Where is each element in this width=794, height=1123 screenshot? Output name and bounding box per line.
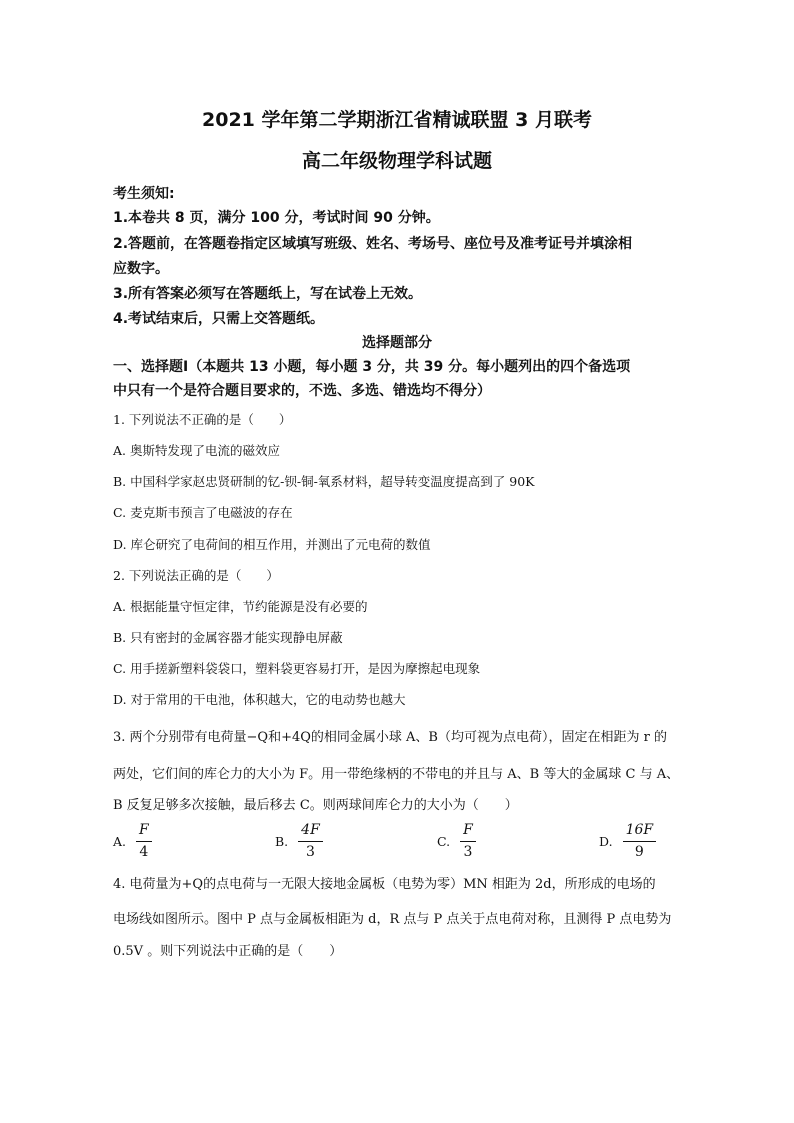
q3-option-d-numerator: 16F: [623, 822, 657, 842]
q3-option-c-fraction: [460, 822, 476, 861]
q3-option-d-letter: D.: [599, 833, 613, 849]
q3-option-b-denominator: 3: [306, 843, 315, 860]
q3-line-3: B 反复足够多次接触，最后移去 C。则两球间库仑力的大小为（ ）: [113, 798, 518, 813]
q3-options: [113, 818, 673, 864]
section-instruction-1: 一、选择题Ⅰ（本题共 13 小题，每小题 3 分，共 39 分。每小题列出的四个备选项: [113, 359, 631, 375]
q3-option-a-numerator: F: [136, 822, 152, 842]
q2-option-c: C. 用手搓新塑料袋袋口，塑料袋更容易打开，是因为摩擦起电现象: [113, 661, 481, 676]
q2-stem: 2. 下列说法正确的是（ ）: [113, 568, 279, 583]
exam-subtitle: 高二年级物理学科试题: [301, 150, 492, 172]
q1-option-d: D. 库仑研究了电荷间的相互作用，并测出了元电荷的数值: [113, 537, 431, 552]
exam-title: 2021 学年第二学期浙江省精诚联盟 3 月联考: [202, 109, 592, 131]
q3-option-a: [113, 818, 152, 864]
q1-option-c: C. 麦克斯韦预言了电磁波的存在: [113, 505, 293, 520]
q3-option-c-numerator: F: [460, 822, 476, 842]
q2-option-b: B. 只有密封的金属容器才能实现静电屏蔽: [113, 630, 343, 645]
q3-option-d-denominator: 9: [634, 843, 644, 860]
notice-item-4: 4.考试结束后，只需上交答题纸。: [113, 311, 325, 327]
part-title: 选择题部分: [362, 335, 432, 351]
q3-option-b: [275, 818, 323, 864]
notice-item-2-cont: 应数字。: [113, 261, 169, 277]
q3-line-2: 两处，它们间的库仑力的大小为 F。用一带绝缘柄的不带电的并且与 A、B 等大的金属球 C 与 A、: [113, 767, 680, 782]
notice-item-2: 2.答题前，在答题卷指定区域填写班级、姓名、考场号、座位号及准考证号并填涂相: [113, 236, 633, 252]
q3-option-d-fraction: [623, 822, 657, 861]
q2-option-d: D. 对于常用的干电池，体积越大，它的电动势也越大: [113, 692, 406, 707]
q4-line-1: 4. 电荷量为+Q的点电荷与一无限大接地金属板（电势为零）MN 相距为 2d，所形成的电场的: [113, 877, 656, 892]
q3-option-a-denominator: 4: [139, 843, 149, 860]
section-instruction-2: 中只有一个是符合题目要求的，不选、多选、错选均不得分）: [113, 383, 491, 399]
q3-option-a-fraction: [136, 822, 152, 861]
notice-item-3: 3.所有答案必须写在答题纸上，写在试卷上无效。: [113, 286, 423, 302]
q3-line-1: 3. 两个分别带有电荷量−Q和+4Q的相同金属小球 A、B（均可视为点电荷），固定在相距为 r 的: [113, 730, 667, 745]
q3-option-b-fraction: [298, 822, 323, 861]
notice-item-1: 1.本卷共 8 页，满分 100 分，考试时间 90 分钟。: [113, 210, 440, 226]
q3-option-c: [437, 818, 476, 864]
q2-option-a: A. 根据能量守恒定律，节约能源是没有必要的: [113, 599, 368, 614]
q1-option-a: A. 奥斯特发现了电流的磁效应: [113, 443, 280, 458]
q4-line-3: 0.5V 。则下列说法中正确的是（ ）: [113, 944, 343, 959]
q1-option-b: B. 中国科学家赵忠贤研制的钇-钡-铜-氧系材料，超导转变温度提高到了 90K: [113, 474, 535, 489]
q3-option-b-letter: B.: [275, 833, 289, 849]
q3-option-a-letter: A.: [113, 833, 127, 849]
q1-stem: 1. 下列说法不正确的是（ ）: [113, 412, 292, 427]
q3-option-d: [599, 818, 656, 864]
q4-line-2: 电场线如图所示。图中 P 点与金属板相距为 d，R 点与 P 点关于点电荷对称，且测得 P 点电势为: [113, 912, 672, 927]
q3-option-c-letter: C.: [437, 833, 451, 849]
notice-heading: 考生须知:: [113, 186, 175, 202]
q3-option-c-denominator: 3: [463, 843, 473, 860]
q3-option-b-numerator: 4F: [298, 822, 323, 842]
